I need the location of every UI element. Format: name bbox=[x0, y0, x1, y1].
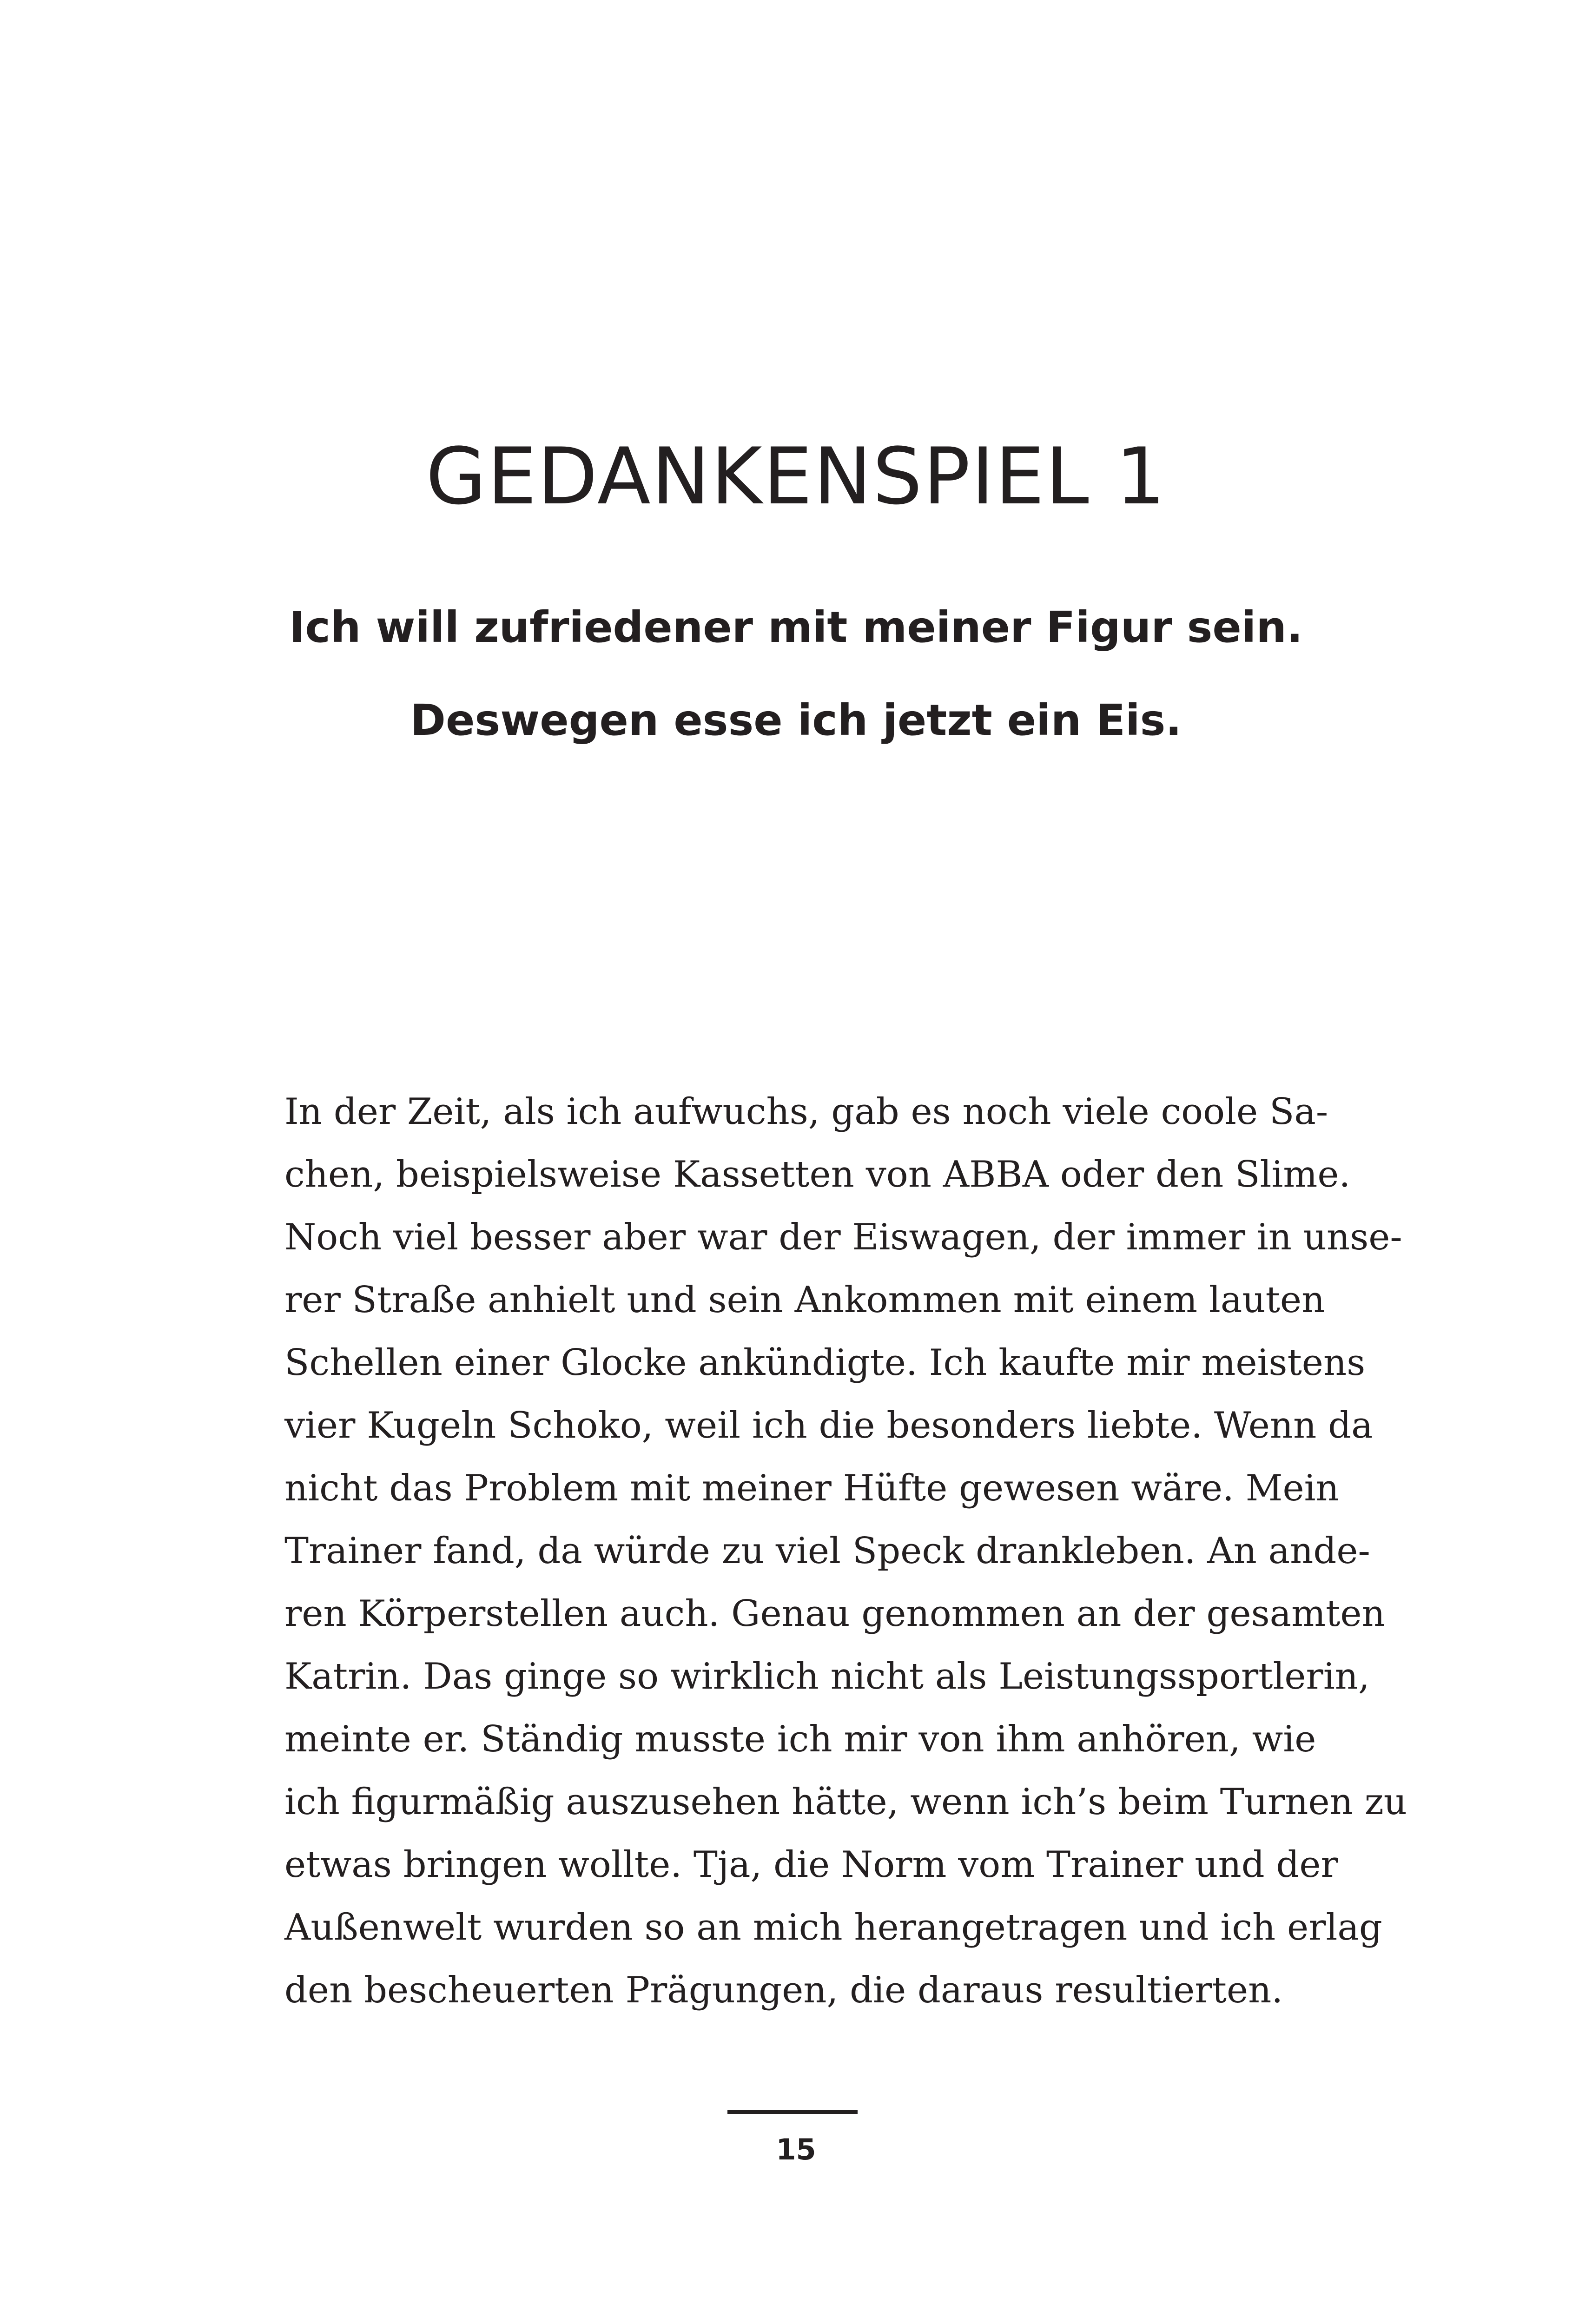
text-line: nicht das Problem mit meiner Hüfte gewesen wäre. Mein bbox=[284, 1467, 1339, 1509]
chapter-title: GEDANKENSPIEL 1 bbox=[426, 431, 1166, 522]
text-line: In der Zeit, als ich aufwuchs, gab es noch viele coole Sa- bbox=[284, 1091, 1328, 1133]
text-line: Schellen einer Glocke ankündigte. Ich kaufte mir meistens bbox=[284, 1342, 1366, 1384]
text-line: ren Körperstellen auch. Genau genommen an der gesamten bbox=[284, 1593, 1385, 1635]
text-line: meinte er. Ständig musste ich mir von ihm anhören, wie bbox=[284, 1718, 1316, 1760]
subtitle-line: Ich will zufriedener mit meiner Figur sein. bbox=[289, 602, 1303, 652]
text-line: Außenwelt wurden so an mich herangetragen und ich erlag bbox=[284, 1907, 1382, 1948]
subtitle-line: Deswegen esse ich jetzt ein Eis. bbox=[410, 695, 1182, 745]
footer-divider bbox=[727, 2110, 858, 2114]
text-line: rer Straße anhielt und sein Ankommen mit einem lauten bbox=[284, 1279, 1325, 1321]
body-paragraph bbox=[284, 1081, 1407, 2022]
text-line: den bescheuerten Prägungen, die daraus resultierten. bbox=[284, 1969, 1283, 2011]
text-line: ich figurmäßig auszusehen hätte, wenn ich’s beim Turnen zu bbox=[284, 1781, 1407, 1823]
text-line: vier Kugeln Schoko, weil ich die besonders liebte. Wenn da bbox=[284, 1405, 1373, 1446]
page-number: 15 bbox=[776, 2133, 816, 2166]
chapter-subtitle bbox=[0, 581, 1592, 767]
text-line: etwas bringen wollte. Tja, die Norm vom Trainer und der bbox=[284, 1844, 1338, 1886]
text-line: chen, beispielsweise Kassetten von ABBA oder den Slime. bbox=[284, 1154, 1351, 1195]
text-line: Noch viel besser aber war der Eiswagen, der immer in unse- bbox=[284, 1216, 1402, 1258]
text-line: Trainer fand, da würde zu viel Speck drankleben. An ande- bbox=[284, 1530, 1370, 1572]
text-line: Katrin. Das ginge so wirklich nicht als Leistungssportlerin, bbox=[284, 1656, 1370, 1697]
